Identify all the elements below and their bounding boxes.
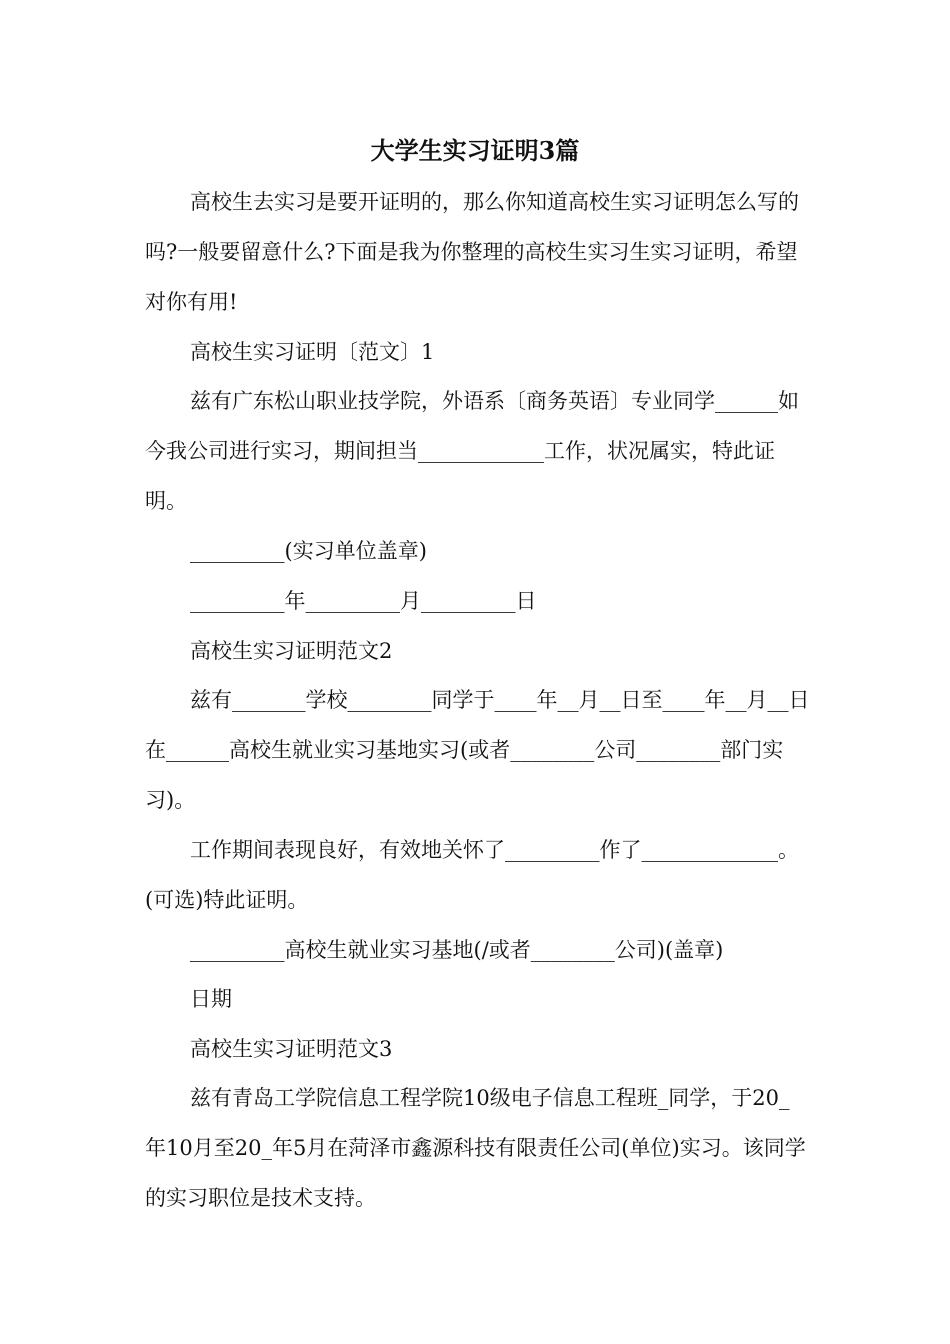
intro-paragraph: 高校生去实习是要开证明的，那么你知道高校生实习证明怎么写的吗?一般要留意什么?下面是我为你整理的高校生实习生实习证明，希望对你有用! bbox=[145, 190, 799, 314]
sample-1-date-line: _________年_________月_________日 bbox=[190, 589, 537, 613]
sample-1-body: 兹有广东松山职业技学院，外语系〔商务英语〕专业同学______如今我公司进行实习，期间担当____________工作，状况属实，特此证明。 bbox=[145, 389, 799, 513]
sample-3-heading: 高校生实习证明范文3 bbox=[190, 1037, 393, 1061]
sample-2-heading: 高校生实习证明范文2 bbox=[190, 639, 393, 663]
sample-3-body: 兹有青岛工学院信息工程学院10级电子信息工程班_同学，于20_年10月至20_年5月在菏泽市鑫源科技有限责任公司(单位)实习。该同学的实习职位是技术支持。 bbox=[145, 1086, 806, 1210]
document-title: 大学生实习证明3篇 bbox=[370, 136, 580, 165]
sample-1-heading: 高校生实习证明〔范文〕1 bbox=[190, 340, 435, 364]
sample-1-seal-line: _________(实习单位盖章) bbox=[190, 539, 427, 563]
sample-2-body: 兹有_______学校________同学于____年__月__日至____年__月__日在______高校生就业实习基地实习(或者________公司________部门实习)。 bbox=[145, 688, 810, 812]
sample-2-date-label: 日期 bbox=[190, 987, 232, 1011]
sample-2-performance: 工作期间表现良好，有效地关怀了_________作了_____________。(可选)特此证明。 bbox=[145, 838, 799, 912]
sample-2-seal-line: _________高校生就业实习基地(/或者________公司)(盖章) bbox=[190, 938, 724, 962]
